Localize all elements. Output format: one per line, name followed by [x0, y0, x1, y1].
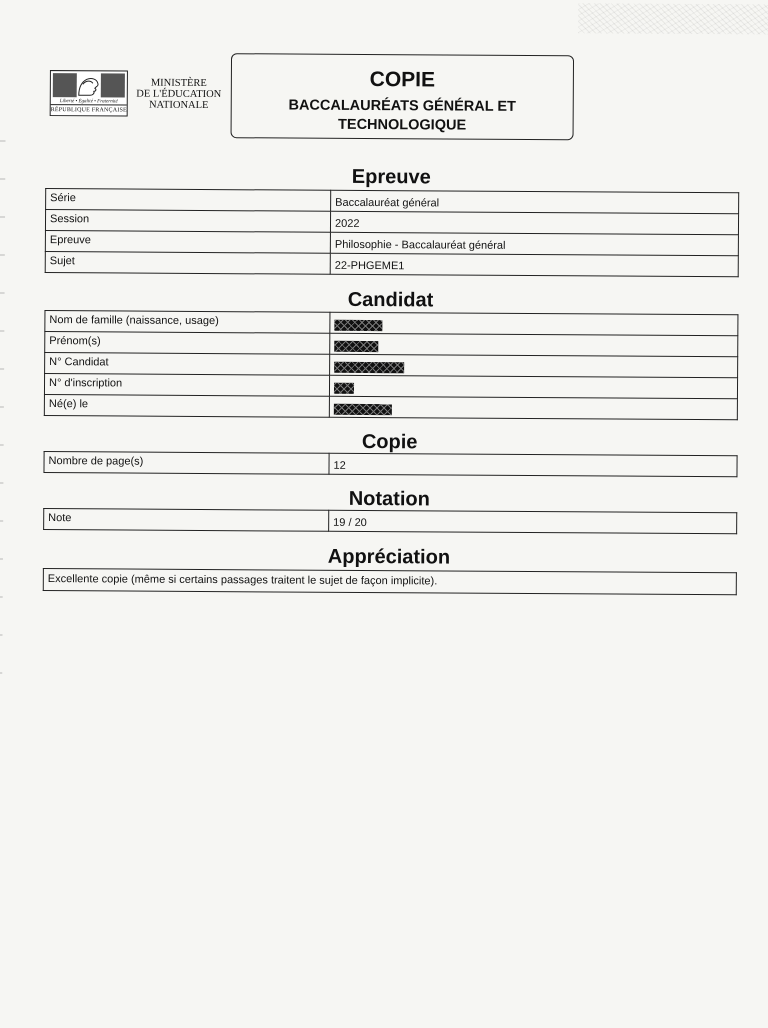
field-value: Philosophie - Baccalauréat général	[330, 232, 738, 255]
field-label: Session	[45, 210, 330, 233]
scan-noise	[578, 3, 768, 34]
section-title-appreciation: Appréciation	[327, 545, 451, 569]
ministry-logo	[50, 68, 225, 119]
field-value	[330, 333, 738, 356]
table-row	[44, 509, 737, 534]
ministry-line: MINISTÈRE	[150, 77, 207, 89]
table-row	[44, 452, 737, 477]
ministry-name	[136, 77, 222, 111]
section-title-epreuve: Epreuve	[351, 165, 431, 189]
field-label: Note	[44, 509, 329, 532]
candidat-table	[44, 310, 739, 420]
grade-value: 19 / 20	[329, 510, 737, 533]
header-subtitle: BACCALAURÉATS GÉNÉRAL ET TECHNOLOGIQUE	[288, 97, 516, 134]
republic-name: RÉPUBLIQUE FRANÇAISE	[51, 104, 127, 115]
page-count-value: 12	[329, 453, 737, 476]
table-row	[44, 395, 737, 420]
field-label: Nom de famille (naissance, usage)	[45, 311, 330, 334]
redaction-mark	[334, 340, 378, 351]
field-label: Epreuve	[45, 231, 330, 254]
ministry-line: DE L'ÉDUCATION	[136, 88, 222, 100]
copie-table	[43, 451, 737, 477]
appreciation-table	[43, 568, 737, 595]
field-value: 2022	[330, 211, 738, 234]
marianne-profile-icon	[73, 74, 105, 96]
table-row	[43, 569, 736, 595]
ministry-line: NATIONALE	[148, 99, 209, 111]
field-value	[329, 396, 737, 419]
field-value	[330, 312, 738, 335]
section-title-notation: Notation	[348, 487, 430, 511]
epreuve-table	[45, 188, 740, 277]
field-label: Né(e) le	[44, 395, 329, 418]
field-label: Sujet	[45, 252, 330, 275]
field-label: N° Candidat	[45, 353, 330, 376]
notation-table	[43, 508, 737, 534]
field-value	[330, 354, 738, 377]
section-title-candidat: Candidat	[347, 288, 434, 312]
marianne-logo	[50, 70, 128, 116]
field-label: Prénom(s)	[45, 332, 330, 355]
header-box	[231, 53, 575, 140]
table-row	[45, 252, 738, 277]
field-label: Nombre de page(s)	[44, 452, 329, 475]
redaction-mark	[334, 361, 404, 372]
appreciation-text: Excellente copie (même si certains passages traitent le sujet de façon implicite).	[43, 569, 736, 595]
redaction-mark	[334, 319, 382, 330]
redaction-mark	[334, 382, 354, 393]
field-label: N° d'inscription	[44, 374, 329, 397]
republic-motto: Liberté • Égalité • Fraternité	[59, 99, 118, 105]
field-value: 22-PHGEME1	[330, 253, 738, 276]
field-label: Série	[46, 189, 331, 212]
scan-edge-marks	[0, 140, 6, 700]
header-title: COPIE	[369, 68, 436, 92]
section-title-copie: Copie	[361, 430, 418, 454]
redaction-mark	[334, 403, 392, 414]
field-value: Baccalauréat général	[331, 190, 739, 213]
field-value	[329, 375, 737, 398]
